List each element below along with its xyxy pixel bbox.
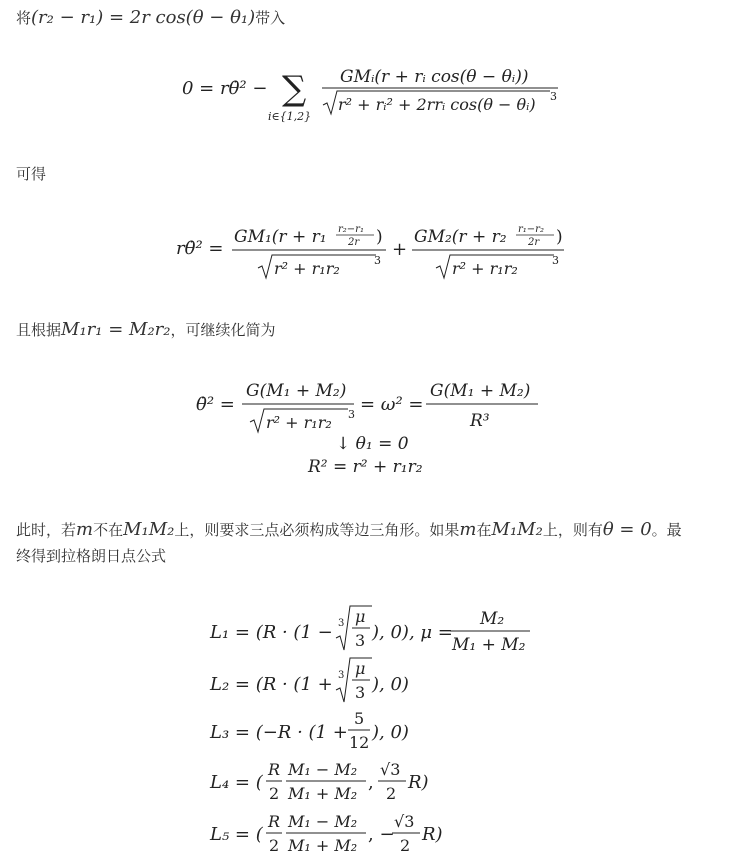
eq2-pow1: 3 bbox=[374, 254, 381, 267]
simplify-note bbox=[16, 320, 276, 340]
eq2-den1: r² + r₁r₂ bbox=[274, 259, 340, 278]
L4-rest: R) bbox=[408, 772, 429, 793]
eq2-inner1-num: r₂−r₁ bbox=[338, 224, 364, 235]
eq3-lhs: θ̇² = bbox=[196, 394, 235, 415]
L1-mu-den: M₁ + M₂ bbox=[452, 635, 526, 655]
eq3-pow1: 3 bbox=[348, 408, 355, 421]
L1-root-index: 3 bbox=[338, 618, 345, 629]
text-span: 上，则要求三点必须构成等边三角形。如果 bbox=[174, 521, 460, 539]
text-span: 可得 bbox=[16, 165, 47, 183]
eq2-num1: GM₁(r + r₁ bbox=[234, 227, 327, 247]
inline-math: M₁M₂ bbox=[123, 519, 175, 540]
eq1-sum: ∑ bbox=[282, 69, 307, 109]
L1-root-den: 3 bbox=[355, 631, 366, 650]
text-span: 终得到拉格朗日点公式 bbox=[16, 547, 167, 565]
L5-sqrt-num: √3 bbox=[394, 812, 415, 831]
text-span: 不在 bbox=[93, 521, 124, 539]
L1-root-num: μ bbox=[355, 607, 366, 626]
eq1-denominator: r² + rᵢ² + 2rrᵢ cos(θ − θᵢ) bbox=[338, 95, 536, 114]
eq2-lhs: rθ̇² = bbox=[176, 238, 224, 259]
eq3-mid: = ω² = bbox=[360, 394, 424, 415]
L5-sqrt-den: 2 bbox=[400, 836, 411, 855]
intro-substitution bbox=[16, 8, 285, 28]
L2-lhs: L₂ = (R · (1 + bbox=[210, 674, 333, 695]
eq2-close1: ) bbox=[376, 227, 383, 247]
eq3-arrow-line: ↓ θ₁ = 0 bbox=[336, 434, 409, 454]
eq1-numerator: GMᵢ(r + rᵢ cos(θ − θᵢ)) bbox=[340, 67, 529, 87]
L4-mass-den: M₁ + M₂ bbox=[288, 784, 358, 803]
eq2-plus: + bbox=[392, 239, 408, 260]
lagrange-intro bbox=[16, 546, 166, 566]
L2-rest: ), 0) bbox=[372, 674, 409, 695]
L2-root-index: 3 bbox=[338, 670, 345, 681]
L4-sqrt-num: √3 bbox=[380, 760, 401, 779]
inline-math: M₁r₁ = M₂r₂ bbox=[61, 319, 171, 340]
eq3-den1: r² + r₁r₂ bbox=[266, 413, 332, 432]
L5-lhs: L₅ = ( bbox=[210, 824, 263, 845]
L5-mass-num: M₁ − M₂ bbox=[288, 812, 358, 831]
L5-frac-den: 2 bbox=[269, 836, 280, 855]
text-span: 此时，若 bbox=[16, 521, 77, 539]
formula-L4 bbox=[209, 760, 429, 803]
eq3-num1: G(M₁ + M₂) bbox=[246, 381, 347, 401]
L2-root-num: μ bbox=[355, 659, 366, 678]
text-span: 在 bbox=[476, 521, 492, 539]
eq1-lhs: 0 = rθ̇² − bbox=[182, 78, 268, 99]
inline-math: M₁M₂ bbox=[491, 519, 543, 540]
eq3-R-relation: R² = r² + r₁r₂ bbox=[308, 457, 423, 477]
inline-math: (r₂ − r₁) = 2r cos(θ − θ₁) bbox=[31, 7, 256, 28]
L3-den: 12 bbox=[349, 733, 370, 752]
L3-rest: ), 0) bbox=[372, 722, 409, 743]
eq2-close2: ) bbox=[556, 227, 563, 247]
eq2-inner2-den: 2r bbox=[528, 237, 540, 248]
inline-math: m bbox=[459, 519, 477, 540]
L4-comma: , bbox=[368, 772, 374, 793]
eq2-den2: r² + r₁r₂ bbox=[452, 259, 518, 278]
eq1-sum-sub: i∈{1,2} bbox=[268, 110, 312, 123]
L1-rest: ), 0), μ = bbox=[372, 622, 453, 643]
formula-L5 bbox=[209, 812, 443, 855]
L4-sqrt-den: 2 bbox=[386, 784, 397, 803]
L4-frac-num: R bbox=[268, 760, 281, 779]
text-span: ，可继续化简为 bbox=[170, 321, 276, 339]
L3-lhs: L₃ = (−R · (1 + bbox=[210, 722, 348, 743]
text-span: 且根据 bbox=[16, 321, 62, 339]
L2-root-den: 3 bbox=[355, 683, 366, 702]
equation-3 bbox=[190, 372, 550, 482]
eq3-num2: G(M₁ + M₂) bbox=[430, 381, 531, 401]
eq2-inner2-num: r₁−r₂ bbox=[518, 224, 544, 235]
L5-rest: R) bbox=[422, 824, 443, 845]
L4-frac-den: 2 bbox=[269, 784, 280, 803]
eq3-den2: R³ bbox=[470, 411, 490, 431]
text-span: 带入 bbox=[255, 9, 286, 27]
text-span: 。最 bbox=[651, 521, 682, 539]
L5-frac-num: R bbox=[268, 812, 281, 831]
L3-num: 5 bbox=[354, 709, 365, 728]
formula-L2 bbox=[209, 658, 409, 702]
eq2-inner1-den: 2r bbox=[348, 237, 360, 248]
eq1-power: 3 bbox=[550, 90, 557, 103]
L5-mass-den: M₁ + M₂ bbox=[288, 836, 358, 855]
formula-L3 bbox=[209, 709, 409, 752]
L1-mu-num: M₂ bbox=[480, 609, 505, 629]
inline-math: m bbox=[76, 519, 94, 540]
equation-2 bbox=[170, 218, 570, 286]
lagrange-formulas bbox=[200, 600, 560, 862]
text-span: 上，则有 bbox=[542, 521, 603, 539]
L4-mass-num: M₁ − M₂ bbox=[288, 760, 358, 779]
inline-math: θ = 0 bbox=[602, 519, 652, 540]
L1-lhs: L₁ = (R · (1 − bbox=[210, 622, 333, 643]
eq2-num2: GM₂(r + r₂ bbox=[414, 227, 507, 247]
L4-lhs: L₄ = ( bbox=[210, 772, 263, 793]
then-obtain bbox=[16, 164, 46, 184]
equilateral-note bbox=[16, 520, 682, 540]
eq2-pow2: 3 bbox=[552, 254, 559, 267]
equation-1 bbox=[160, 58, 580, 128]
L5-comma: , − bbox=[368, 824, 395, 845]
formula-L1 bbox=[209, 606, 530, 655]
text-span: 将 bbox=[16, 9, 32, 27]
